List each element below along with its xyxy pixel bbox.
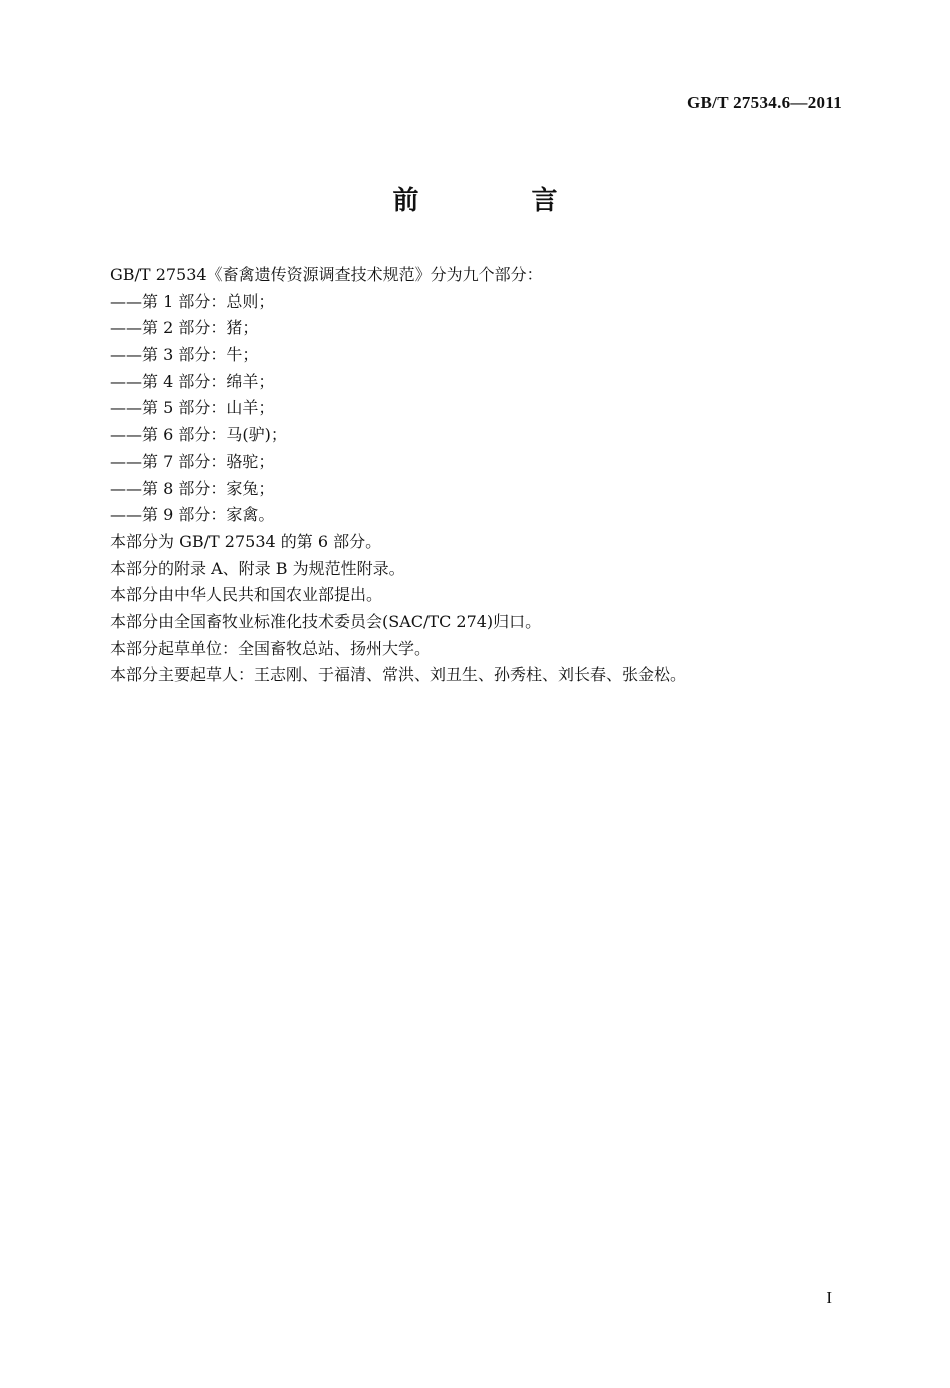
part-item: ——第 3 部分：牛； bbox=[110, 345, 259, 365]
page-number: I bbox=[826, 1288, 832, 1307]
part-item: ——第 1 部分：总则； bbox=[110, 291, 275, 311]
document-code: GB/T 27534.6—2011 bbox=[687, 93, 842, 112]
foreword-body bbox=[110, 262, 850, 689]
paragraph: 本部分为 GB/T 27534 的第 6 部分。 bbox=[110, 531, 382, 551]
part-item: ——第 7 部分：骆驼； bbox=[110, 451, 275, 471]
part-item: ——第 8 部分：家兔； bbox=[110, 478, 275, 498]
paragraph: 本部分起草单位：全国畜牧总站、扬州大学。 bbox=[110, 638, 431, 658]
part-item: ——第 4 部分：绵羊； bbox=[110, 371, 275, 391]
part-item: ——第 6 部分：马(驴)； bbox=[110, 425, 287, 445]
paragraph: 本部分的附录 A、附录 B 为规范性附录。 bbox=[110, 558, 405, 578]
paragraph: 本部分主要起草人：王志刚、于福清、常洪、刘丑生、孙秀柱、刘长春、张金松。 bbox=[110, 665, 687, 685]
part-item: ——第 5 部分：山羊； bbox=[110, 398, 275, 418]
page-title: 前 言 bbox=[392, 186, 610, 216]
intro-line: GB/T 27534《畜禽遗传资源调查技术规范》分为九个部分： bbox=[110, 265, 543, 284]
paragraph: 本部分由中华人民共和国农业部提出。 bbox=[110, 585, 383, 605]
part-item: ——第 2 部分：猪； bbox=[110, 318, 259, 338]
part-item: ——第 9 部分：家禽。 bbox=[110, 505, 275, 525]
paragraph: 本部分由全国畜牧业标准化技术委员会(SAC/TC 274)归口。 bbox=[110, 611, 542, 631]
